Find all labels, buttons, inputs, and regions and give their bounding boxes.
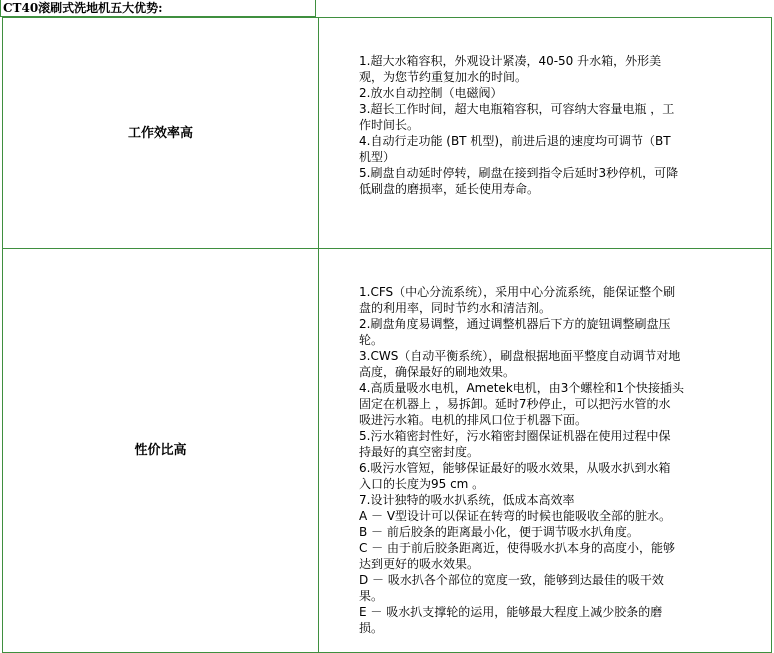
content-line: 持最好的真空密封度。: [359, 445, 480, 459]
content-line: B － 前后胶条的距离最小化，便于调节吸水扒角度。: [359, 525, 639, 539]
row-label: 性价比高: [134, 443, 187, 458]
content-line: 盘的利用率，同时节约水和清洁剂。: [359, 301, 552, 315]
table-row: [2, 17, 772, 249]
content-line: 3.超长工作时间，超大电瓶箱容积，可容纳大容量电瓶 ，工: [359, 102, 675, 116]
content-line: 损。: [359, 621, 384, 635]
content-line: 7.设计独特的吸水扒系统，低成本高效率: [359, 493, 575, 507]
content-line: 1.超大水箱容积，外观设计紧凑，40-50 升水箱，外形美: [359, 54, 662, 68]
row-label-cell: [3, 18, 319, 248]
content-line: 机型）: [359, 150, 396, 164]
content-line: 入口的长度为95 cm 。: [359, 477, 485, 491]
content-line: C － 由于前后胶条距离近，使得吸水扒本身的高度小，能够: [359, 541, 676, 555]
content-line: 轮。: [359, 333, 384, 347]
content-line: 1.CFS（中心分流系统），采用中心分流系统，能保证整个刷: [359, 285, 676, 299]
content-line: 固定在机器上 ，易拆卸。延时7秒停止，可以把污水管的水: [359, 397, 671, 411]
table-title: CT40滚刷式洗地机五大优势:: [0, 0, 316, 17]
content-line: D － 吸水扒各个部位的宽度一致，能够到达最佳的吸干效: [359, 573, 664, 587]
content-line: 达到更好的吸水效果。: [359, 557, 480, 571]
row-content-cell: [319, 18, 771, 248]
content-line: A － V型设计可以保证在转弯的时候也能吸收全部的脏水。: [359, 509, 672, 523]
content-line: 果。: [359, 589, 384, 603]
content-line: 6.吸污水管短，能够保证最好的吸水效果，从吸水扒到水箱: [359, 461, 671, 475]
row-label-cell: [3, 249, 319, 652]
content-line: 5.刷盘自动延时停转，刷盘在接到指令后延时3秒停机，可降: [359, 166, 679, 180]
content-line: 4.自动行走功能 (BT 机型)，前进后退的速度均可调节（BT: [359, 134, 671, 148]
content-line: E － 吸水扒支撑轮的运用，能够最大程度上减少胶条的磨: [359, 605, 663, 619]
row-label: 工作效率高: [127, 125, 193, 141]
content-line: 吸进污水箱。电机的排风口位于机器下面。: [359, 413, 588, 427]
content-line: 3.CWS（自动平衡系统），刷盘根据地面平整度自动调节对地: [359, 349, 681, 363]
row-content-cell: [319, 249, 771, 652]
content-line: 低刷盘的磨损率，延长使用寿命。: [359, 182, 540, 196]
content-line: 2.刷盘角度易调整，通过调整机器后下方的旋钮调整刷盘压: [359, 317, 671, 331]
content-line: 高度，确保最好的刷地效果。: [359, 365, 516, 379]
content-line: 4.高质量吸水电机，Ametek电机，由3个螺栓和1个快接插头: [359, 381, 685, 395]
content-line: 作时间长。: [359, 118, 420, 132]
content-line: 2.放水自动控制（电磁阀）: [359, 86, 503, 100]
table-row: [2, 249, 772, 653]
content-line: 5.污水箱密封性好，污水箱密封圈保证机器在使用过程中保: [359, 429, 671, 443]
content-line: 观，为您节约重复加水的时间。: [359, 70, 528, 84]
